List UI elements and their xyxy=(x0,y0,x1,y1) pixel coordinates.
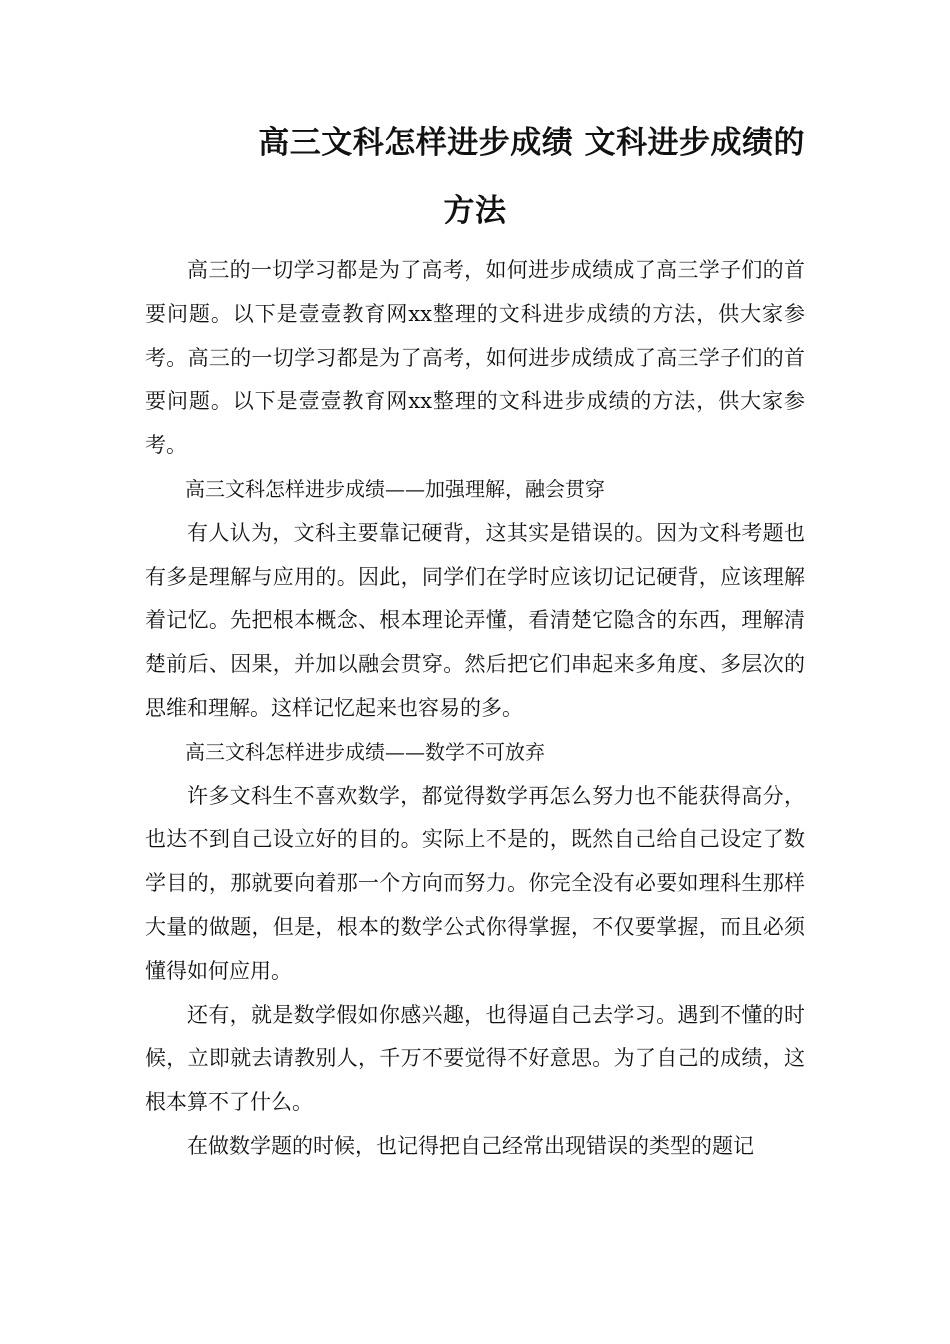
document-title-line-1: 高三文科怎样进步成绩 文科进步成绩的 xyxy=(258,125,805,161)
understanding-paragraph: 有人认为，文科主要靠记硬背，这其实是错误的。因为文科考题也有多是理解与应用的。因此，同学们在学时应该切记记硬背，应该理解着记忆。先把根本概念、根本理论弄懂，看清楚它隐含的东西，理解清楚前后、因果，并加以融会贯穿。然后把它们串起来多角度、多层次的思维和理解。这样记忆起来也容易的多。 xyxy=(145,520,805,720)
section-heading-math: 高三文科怎样进步成绩——数学不可放弃 xyxy=(185,739,545,764)
document-body xyxy=(145,249,805,1169)
math-paragraph-2: 还有，就是数学假如你感兴趣，也得逼自己去学习。遇到不懂的时候，立即就去请教别人，千万不要觉得不好意思。为了自己的成绩，这根本算不了什么。 xyxy=(145,1002,805,1115)
math-paragraph-1: 许多文科生不喜欢数学，都觉得数学再怎么努力也不能获得高分，也达不到自己设立好的目的。实际上不是的，既然自己给自己设定了数学目的，那就要向着那一个方向而努力。你完全没有必要如理科生那样大量的做题，但是，根本的数学公式你得掌握，不仅要掌握，而且必须懂得如何应用。 xyxy=(145,783,805,983)
section-heading-understanding: 高三文科怎样进步成绩——加强理解，融会贯穿 xyxy=(185,476,605,501)
intro-paragraph: 高三的一切学习都是为了高考，如何进步成绩成了高三学子们的首要问题。以下是壹壹教育网xx整理的文科进步成绩的方法，供大家参考。高三的一切学习都是为了高考，如何进步成绩成了高三学子们的首要问题。以下是壹壹教育网xx整理的文科进步成绩的方法，供大家参考。 xyxy=(145,258,805,458)
math-paragraph-3: 在做数学题的时候，也记得把自己经常出现错误的类型的题记 xyxy=(187,1133,754,1158)
document-title-line-2: 方法 xyxy=(443,193,507,229)
